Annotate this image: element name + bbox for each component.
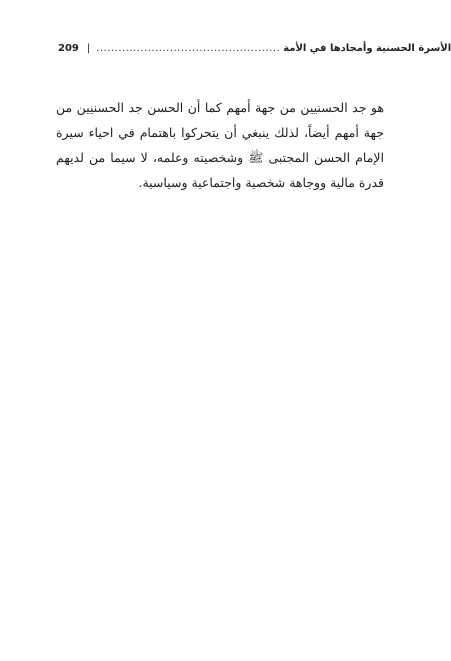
page-number: 209: [58, 42, 79, 54]
body-paragraph: هو جد الحسنيين من جهة أمهم كما أن الحسن جد الحسنيين من جهة أمهم أيضاً، لذلك ينبغي أن يتحركوا باهتمام في احياء سيرة الإمام الحسن المجتبى ﷺ وشخصيته وعلمه، لا سيما من لديهم قدرة مالية ووجاهة شخصية واجتماعية وسياسية.: [56, 99, 384, 190]
running-header: [58, 38, 451, 58]
header-dot-leader: ..................................................: [96, 42, 281, 54]
running-title: الأسرة الحسنية وأمجادها في الأمة: [283, 42, 451, 54]
header-separator: |: [86, 42, 91, 54]
